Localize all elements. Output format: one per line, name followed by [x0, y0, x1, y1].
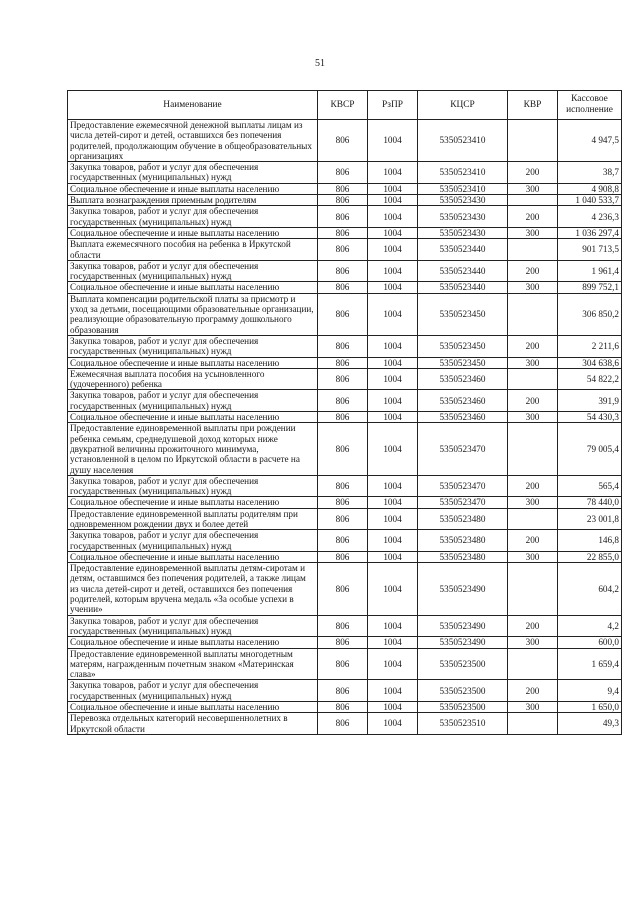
cell-rzpr: 1004 — [368, 183, 418, 194]
cell-kvr: 200 — [508, 615, 558, 637]
cell-kcsr: 5350523480 — [418, 530, 508, 552]
cell-kcsr: 5350523480 — [418, 551, 508, 562]
cell-rzpr: 1004 — [368, 195, 418, 206]
cell-name: Перевозка отдельных категорий несовершеннолетних в Иркутской области — [68, 713, 318, 735]
cell-kvsr: 806 — [318, 680, 368, 702]
cell-name: Предоставление единовременной выплаты при рождении ребенка семьям, среднедушевой доход которых ниже двукратной величины прожиточного минимума, установленной в целом по Иркутской области в расчете на душу населения — [68, 423, 318, 475]
cell-kcsr: 5350523500 — [418, 648, 508, 680]
cell-name: Социальное обеспечение и иные выплаты населению — [68, 497, 318, 508]
cell-kvr: 300 — [508, 183, 558, 194]
cell-name: Закупка товаров, работ и услуг для обеспечения государственных (муниципальных) нужд — [68, 162, 318, 184]
cell-rzpr: 1004 — [368, 206, 418, 228]
cell-amount: 306 850,2 — [558, 293, 622, 335]
table-row — [68, 648, 622, 680]
cell-rzpr: 1004 — [368, 260, 418, 282]
cell-kvsr: 806 — [318, 162, 368, 184]
cell-kcsr: 5350523470 — [418, 423, 508, 475]
cell-kcsr: 5350523410 — [418, 162, 508, 184]
cell-kvsr: 806 — [318, 282, 368, 293]
cell-kcsr: 5350523430 — [418, 206, 508, 228]
cell-kvsr: 806 — [318, 227, 368, 238]
table-row — [68, 423, 622, 475]
cell-kcsr: 5350523450 — [418, 335, 508, 357]
cell-kcsr: 5350523430 — [418, 195, 508, 206]
cell-amount: 22 855,0 — [558, 551, 622, 562]
cell-name: Выплата ежемесячного пособия на ребенка в Иркутской области — [68, 239, 318, 261]
cell-kvsr: 806 — [318, 423, 368, 475]
cell-name: Выплата компенсации родительской платы за присмотр и уход за детьми, посещающими образовательные организации, реализующие образовательную программу дошкольного образования — [68, 293, 318, 335]
cell-rzpr: 1004 — [368, 475, 418, 497]
cell-name: Социальное обеспечение и иные выплаты населению — [68, 282, 318, 293]
table-row — [68, 508, 622, 530]
cell-kvsr: 806 — [318, 497, 368, 508]
cell-kcsr: 5350523450 — [418, 357, 508, 368]
cell-rzpr: 1004 — [368, 239, 418, 261]
cell-kvr: 300 — [508, 227, 558, 238]
cell-amount: 1 036 297,4 — [558, 227, 622, 238]
cell-kcsr: 5350523510 — [418, 713, 508, 735]
table-body — [68, 120, 622, 735]
table-row — [68, 183, 622, 194]
header-kvsr: КВСР — [318, 91, 368, 120]
cell-kvr: 200 — [508, 475, 558, 497]
table-row — [68, 260, 622, 282]
table-row — [68, 195, 622, 206]
cell-kcsr: 5350523410 — [418, 183, 508, 194]
table-row — [68, 637, 622, 648]
table-row — [68, 530, 622, 552]
cell-rzpr: 1004 — [368, 551, 418, 562]
cell-kvsr: 806 — [318, 615, 368, 637]
table-row — [68, 335, 622, 357]
cell-rzpr: 1004 — [368, 680, 418, 702]
cell-name: Социальное обеспечение и иные выплаты населению — [68, 412, 318, 423]
cell-rzpr: 1004 — [368, 120, 418, 162]
cell-name: Социальное обеспечение и иные выплаты населению — [68, 183, 318, 194]
cell-rzpr: 1004 — [368, 227, 418, 238]
cell-kvsr: 806 — [318, 357, 368, 368]
table-row — [68, 206, 622, 228]
cell-kvr — [508, 368, 558, 390]
cell-amount: 146,8 — [558, 530, 622, 552]
header-rzpr: РзПР — [368, 91, 418, 120]
cell-kvr: 200 — [508, 260, 558, 282]
table-row — [68, 713, 622, 735]
cell-kvsr: 806 — [318, 293, 368, 335]
cell-kvsr: 806 — [318, 637, 368, 648]
cell-kcsr: 5350523490 — [418, 615, 508, 637]
table-row — [68, 368, 622, 390]
cell-amount: 304 638,6 — [558, 357, 622, 368]
budget-execution-table — [67, 90, 622, 735]
table-row — [68, 282, 622, 293]
cell-kvsr: 806 — [318, 195, 368, 206]
cell-amount: 1 650,0 — [558, 702, 622, 713]
cell-amount: 604,2 — [558, 563, 622, 615]
cell-rzpr: 1004 — [368, 282, 418, 293]
cell-kcsr: 5350523490 — [418, 563, 508, 615]
cell-rzpr: 1004 — [368, 702, 418, 713]
cell-amount: 4 947,5 — [558, 120, 622, 162]
cell-name: Социальное обеспечение и иные выплаты населению — [68, 637, 318, 648]
cell-kvr: 200 — [508, 680, 558, 702]
cell-kvr: 200 — [508, 390, 558, 412]
table-row — [68, 239, 622, 261]
cell-kvsr: 806 — [318, 183, 368, 194]
cell-kvsr: 806 — [318, 551, 368, 562]
cell-amount: 901 713,5 — [558, 239, 622, 261]
cell-rzpr: 1004 — [368, 390, 418, 412]
cell-amount: 1 659,4 — [558, 648, 622, 680]
cell-kvsr: 806 — [318, 239, 368, 261]
cell-kvsr: 806 — [318, 412, 368, 423]
cell-rzpr: 1004 — [368, 423, 418, 475]
cell-amount: 38,7 — [558, 162, 622, 184]
cell-amount: 54 430,3 — [558, 412, 622, 423]
cell-kvr — [508, 239, 558, 261]
cell-amount: 79 005,4 — [558, 423, 622, 475]
cell-kvsr: 806 — [318, 206, 368, 228]
cell-rzpr: 1004 — [368, 162, 418, 184]
table-row — [68, 680, 622, 702]
cell-amount: 23 001,8 — [558, 508, 622, 530]
cell-kcsr: 5350523480 — [418, 508, 508, 530]
cell-kvr — [508, 195, 558, 206]
cell-amount: 49,3 — [558, 713, 622, 735]
cell-name: Закупка товаров, работ и услуг для обеспечения государственных (муниципальных) нужд — [68, 390, 318, 412]
cell-kcsr: 5350523470 — [418, 475, 508, 497]
cell-rzpr: 1004 — [368, 357, 418, 368]
cell-kvr: 200 — [508, 162, 558, 184]
cell-kcsr: 5350523500 — [418, 680, 508, 702]
header-kvr: КВР — [508, 91, 558, 120]
table-row — [68, 293, 622, 335]
cell-kvr: 300 — [508, 412, 558, 423]
cell-name: Предоставление единовременной выплаты детям-сиротам и детям, оставшимся без попечения родителей, а также лицам из числа детей-сирот и детей, оставшихся без попечения родителей, которым вручена медаль «За особые успехи в учении» — [68, 563, 318, 615]
cell-kvsr: 806 — [318, 390, 368, 412]
table-row — [68, 162, 622, 184]
cell-name: Закупка товаров, работ и услуг для обеспечения государственных (муниципальных) нужд — [68, 335, 318, 357]
cell-name: Закупка товаров, работ и услуг для обеспечения государственных (муниципальных) нужд — [68, 206, 318, 228]
cell-kvsr: 806 — [318, 368, 368, 390]
cell-name: Социальное обеспечение и иные выплаты населению — [68, 702, 318, 713]
cell-name: Выплата вознаграждения приемным родителям — [68, 195, 318, 206]
cell-amount: 1 961,4 — [558, 260, 622, 282]
cell-kcsr: 5350523490 — [418, 637, 508, 648]
cell-kvsr: 806 — [318, 563, 368, 615]
cell-name: Предоставление единовременной выплаты родителям при одновременном рождении двух и более детей — [68, 508, 318, 530]
cell-kcsr: 5350523410 — [418, 120, 508, 162]
header-name: Наименование — [68, 91, 318, 120]
cell-kcsr: 5350523470 — [418, 497, 508, 508]
cell-rzpr: 1004 — [368, 615, 418, 637]
table-row — [68, 563, 622, 615]
cell-rzpr: 1004 — [368, 335, 418, 357]
cell-name: Социальное обеспечение и иные выплаты населению — [68, 551, 318, 562]
cell-kcsr: 5350523440 — [418, 260, 508, 282]
cell-kvr: 300 — [508, 551, 558, 562]
cell-kvr — [508, 508, 558, 530]
cell-kcsr: 5350523460 — [418, 368, 508, 390]
cell-name: Закупка товаров, работ и услуг для обеспечения государственных (муниципальных) нужд — [68, 615, 318, 637]
cell-rzpr: 1004 — [368, 412, 418, 423]
cell-kvr: 200 — [508, 530, 558, 552]
cell-kvsr: 806 — [318, 530, 368, 552]
cell-kcsr: 5350523430 — [418, 227, 508, 238]
header-kcsr: КЦСР — [418, 91, 508, 120]
cell-name: Ежемесячная выплата пособия на усыновленного (удочеренного) ребенка — [68, 368, 318, 390]
table-row — [68, 551, 622, 562]
cell-kvsr: 806 — [318, 702, 368, 713]
cell-amount: 600,0 — [558, 637, 622, 648]
cell-kvr — [508, 563, 558, 615]
cell-rzpr: 1004 — [368, 368, 418, 390]
cell-kvr: 300 — [508, 637, 558, 648]
cell-kcsr: 5350523460 — [418, 412, 508, 423]
table-row — [68, 615, 622, 637]
header-amount — [558, 91, 622, 120]
cell-amount: 54 822,2 — [558, 368, 622, 390]
table-row — [68, 357, 622, 368]
page-number: 51 — [315, 58, 325, 69]
cell-rzpr: 1004 — [368, 497, 418, 508]
cell-amount: 9,4 — [558, 680, 622, 702]
cell-kvr: 300 — [508, 357, 558, 368]
cell-kcsr: 5350523440 — [418, 239, 508, 261]
cell-name: Закупка товаров, работ и услуг для обеспечения государственных (муниципальных) нужд — [68, 530, 318, 552]
cell-kvsr: 806 — [318, 713, 368, 735]
cell-kvr: 200 — [508, 335, 558, 357]
cell-name: Закупка товаров, работ и услуг для обеспечения государственных (муниципальных) нужд — [68, 475, 318, 497]
cell-kvsr: 806 — [318, 335, 368, 357]
cell-amount: 4 236,3 — [558, 206, 622, 228]
cell-rzpr: 1004 — [368, 713, 418, 735]
table-row — [68, 227, 622, 238]
cell-rzpr: 1004 — [368, 563, 418, 615]
cell-name: Закупка товаров, работ и услуг для обеспечения государственных (муниципальных) нужд — [68, 260, 318, 282]
table-row — [68, 390, 622, 412]
cell-amount: 4 908,8 — [558, 183, 622, 194]
table-row — [68, 412, 622, 423]
cell-name: Социальное обеспечение и иные выплаты населению — [68, 357, 318, 368]
cell-kvsr: 806 — [318, 508, 368, 530]
cell-kvr — [508, 423, 558, 475]
header-amount-label: Кассовое исполнение — [566, 94, 613, 115]
cell-kvsr: 806 — [318, 475, 368, 497]
cell-amount: 4,2 — [558, 615, 622, 637]
table-row — [68, 475, 622, 497]
cell-rzpr: 1004 — [368, 293, 418, 335]
cell-name: Закупка товаров, работ и услуг для обеспечения государственных (муниципальных) нужд — [68, 680, 318, 702]
cell-name: Предоставление ежемесячной денежной выплаты лицам из числа детей-сирот и детей, оставшихся без попечения родителей, продолжающим обучение в общеобразовательных организациях — [68, 120, 318, 162]
cell-amount: 1 040 533,7 — [558, 195, 622, 206]
cell-amount: 78 440,0 — [558, 497, 622, 508]
cell-rzpr: 1004 — [368, 530, 418, 552]
cell-kvsr: 806 — [318, 260, 368, 282]
cell-kvr — [508, 120, 558, 162]
table-row — [68, 497, 622, 508]
cell-kvr: 300 — [508, 497, 558, 508]
table-header-row — [68, 91, 622, 120]
cell-kcsr: 5350523450 — [418, 293, 508, 335]
cell-rzpr: 1004 — [368, 648, 418, 680]
cell-kvsr: 806 — [318, 120, 368, 162]
cell-rzpr: 1004 — [368, 508, 418, 530]
cell-amount: 899 752,1 — [558, 282, 622, 293]
table-row — [68, 120, 622, 162]
cell-name: Предоставление единовременной выплаты многодетным матерям, награжденным почетным знаком «Материнская слава» — [68, 648, 318, 680]
cell-amount: 2 211,6 — [558, 335, 622, 357]
cell-name: Социальное обеспечение и иные выплаты населению — [68, 227, 318, 238]
cell-kvr: 200 — [508, 206, 558, 228]
cell-kvr — [508, 293, 558, 335]
cell-rzpr: 1004 — [368, 637, 418, 648]
cell-kcsr: 5350523460 — [418, 390, 508, 412]
cell-kvr — [508, 713, 558, 735]
cell-kvr — [508, 648, 558, 680]
cell-amount: 391,9 — [558, 390, 622, 412]
cell-amount: 565,4 — [558, 475, 622, 497]
cell-kcsr: 5350523500 — [418, 702, 508, 713]
cell-kcsr: 5350523440 — [418, 282, 508, 293]
cell-kvsr: 806 — [318, 648, 368, 680]
cell-kvr: 300 — [508, 702, 558, 713]
cell-kvr: 300 — [508, 282, 558, 293]
table-row — [68, 702, 622, 713]
